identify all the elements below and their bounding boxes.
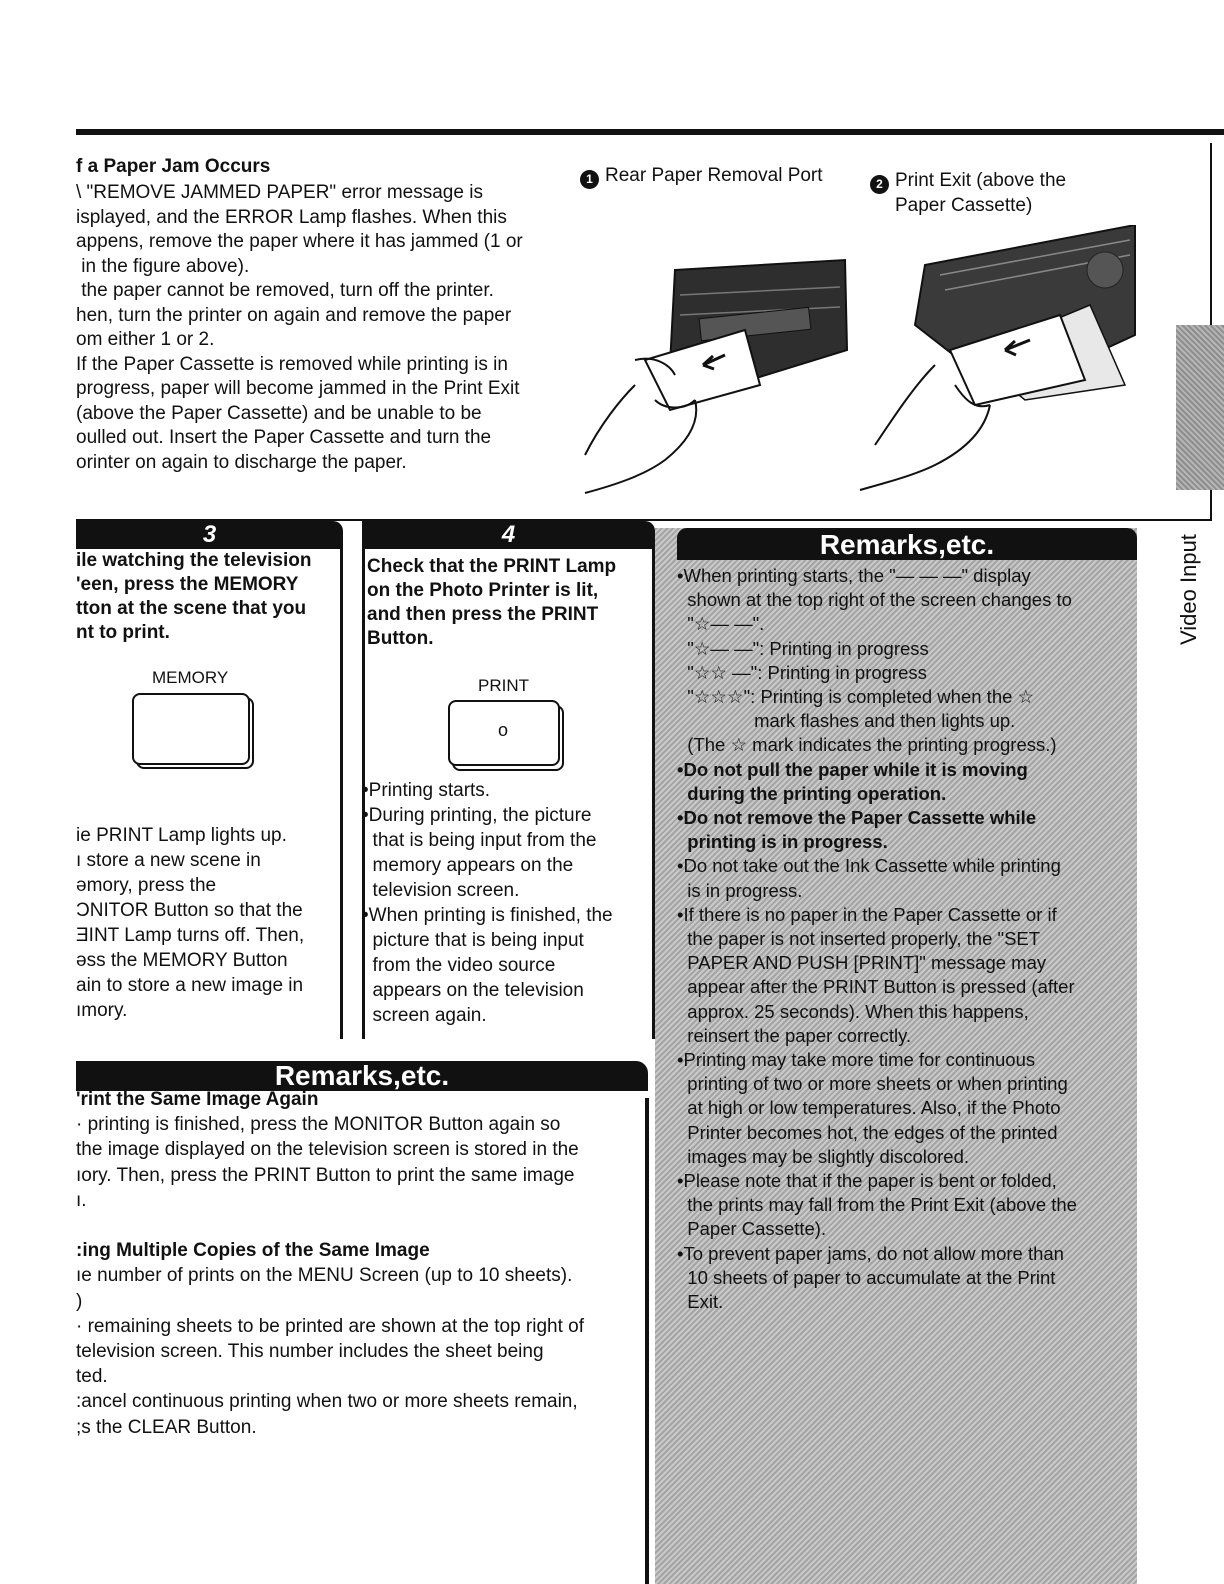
remarks-left-line: 'rint the Same Image Again bbox=[76, 1089, 319, 1110]
step-3-note-line: ain to store a new image in bbox=[76, 975, 304, 996]
side-tab-marker bbox=[1176, 325, 1224, 490]
step-4-header: 4 bbox=[362, 521, 655, 549]
remarks-right-line: •When printing starts, the "— — —" display bbox=[677, 565, 1031, 586]
step-3-note-line: ie PRINT Lamp lights up. bbox=[76, 825, 287, 846]
step-4-instruction-line: Button. bbox=[367, 628, 434, 649]
remarks-right-line: printing is in progress. bbox=[677, 831, 888, 853]
step-3-note-line: ƎINT Lamp turns off. Then, bbox=[76, 925, 305, 946]
remarks-right-line: •Printing may take more time for continuous bbox=[677, 1049, 1036, 1070]
remarks-left-line: television screen. This number includes the sheet being bbox=[76, 1341, 544, 1362]
step-3-note-line: əmory, press the bbox=[76, 875, 217, 896]
remarks-right-line: 10 sheets of paper to accumulate at the Print bbox=[677, 1266, 1056, 1288]
step-3-note-line: ımory. bbox=[76, 1000, 128, 1021]
remarks-right-line: printing of two or more sheets or when printing bbox=[677, 1073, 1068, 1095]
paper-jam-line: hen, turn the printer on again and remove the paper bbox=[76, 304, 512, 326]
remarks-right-line: •Do not take out the Ink Cassette while printing bbox=[677, 855, 1061, 877]
step-4-note-line: memory appears on the bbox=[362, 855, 574, 876]
step-3-note-line: ı store a new scene in bbox=[76, 850, 261, 871]
remarks-right-line: •Please note that if the paper is bent or folded, bbox=[677, 1170, 1057, 1191]
print-button-label: PRINT bbox=[478, 676, 529, 695]
step-3-note-line: ƆNITOR Button so that the bbox=[76, 900, 303, 921]
remarks-right-line: Printer becomes hot, the edges of the printed bbox=[677, 1121, 1058, 1143]
paper-jam-line: orinter on again to discharge the paper. bbox=[76, 451, 407, 473]
step-3-instruction-line: nt to print. bbox=[76, 622, 170, 643]
paper-jam-line: in the figure above). bbox=[76, 255, 250, 277]
remarks-left-line: ı. bbox=[76, 1189, 87, 1211]
callout-number-2: 2 bbox=[870, 175, 889, 194]
step-3-instruction-line: 'een, press the MEMORY bbox=[76, 574, 299, 595]
remarks-right-line: during the printing operation. bbox=[677, 782, 947, 804]
step-4-note-line: appears on the television bbox=[362, 980, 584, 1001]
paper-jam-title: f a Paper Jam Occurs bbox=[76, 156, 271, 177]
remarks-right-line: approx. 25 seconds). When this happens, bbox=[677, 1000, 1029, 1022]
print-exit-illustration bbox=[855, 225, 1140, 505]
paper-jam-line: If the Paper Cassette is removed while printing is in bbox=[76, 353, 508, 375]
step-4-note-line: •When printing is finished, the bbox=[362, 905, 613, 926]
callout-print-exit-label-2: Paper Cassette) bbox=[895, 195, 1033, 216]
remarks-right-line: •Do not remove the Paper Cassette while bbox=[677, 807, 1037, 828]
paper-jam-line: progress, paper will become jammed in the Print Exit bbox=[76, 378, 520, 399]
rear-port-illustration bbox=[575, 225, 875, 500]
paper-jam-line: om either 1 or 2. bbox=[76, 329, 215, 350]
print-lamp-indicator: o bbox=[498, 720, 509, 740]
memory-button[interactable] bbox=[132, 693, 250, 765]
paper-jam-line: appens, remove the paper where it has jammed (1 or bbox=[76, 231, 523, 252]
step-4-note-line: •Printing starts. bbox=[362, 780, 491, 801]
step-4-note-line: screen again. bbox=[362, 1005, 487, 1026]
side-tab-label bbox=[1172, 500, 1212, 650]
remarks-left-line: :ancel continuous printing when two or more sheets remain, bbox=[76, 1391, 578, 1413]
step-4-instruction-line: and then press the PRINT bbox=[367, 604, 599, 625]
remarks-right-line: •Do not pull the paper while it is moving bbox=[677, 758, 1028, 780]
step-4-note-line: television screen. bbox=[362, 880, 520, 901]
remarks-left-line: · printing is finished, press the MONITOR Button again so bbox=[76, 1114, 561, 1136]
side-tab-text: Video Input bbox=[1176, 534, 1201, 645]
step-3-instruction-line: tton at the scene that you bbox=[76, 598, 307, 619]
step-3-header: 3 bbox=[76, 521, 343, 549]
top-rule bbox=[76, 129, 1224, 135]
remarks-right-line: Exit. bbox=[677, 1291, 724, 1312]
paper-jam-line: oulled out. Insert the Paper Cassette and turn the bbox=[76, 427, 492, 448]
remarks-right-line: "☆☆☆": Printing is completed when the ☆ bbox=[677, 686, 1035, 707]
remarks-left-line: :ing Multiple Copies of the Same Image bbox=[76, 1240, 430, 1262]
remarks-left-line: ;s the CLEAR Button. bbox=[76, 1416, 257, 1438]
paper-jam-line: \ "REMOVE JAMMED PAPER" error message is bbox=[76, 182, 483, 203]
remarks-right-line: PAPER AND PUSH [PRINT]" message may bbox=[677, 952, 1047, 974]
callout-rear-port bbox=[580, 164, 823, 189]
callout-rear-port-label: Rear Paper Removal Port bbox=[605, 165, 823, 186]
remarks-right-line: at high or low temperatures. Also, if the Photo bbox=[677, 1097, 1061, 1119]
remarks-left-line: · remaining sheets to be printed are shown at the top right of bbox=[76, 1315, 585, 1337]
memory-button-label: MEMORY bbox=[152, 668, 229, 687]
remarks-right-line: "☆☆ —": Printing in progress bbox=[677, 661, 927, 683]
remarks-right-line: mark flashes and then lights up. bbox=[677, 710, 1016, 732]
step-4-note-line: from the video source bbox=[362, 955, 556, 976]
remarks-left-line: ıory. Then, press the PRINT Button to print the same image bbox=[76, 1164, 575, 1186]
step-4-note-line: picture that is being input bbox=[362, 930, 584, 951]
remarks-left-line: the image displayed on the television screen is stored in the bbox=[76, 1139, 579, 1161]
remarks-left-line: ıe number of prints on the MENU Screen (up to 10 sheets). bbox=[76, 1265, 573, 1287]
print-button[interactable] bbox=[448, 700, 560, 766]
step-3-note-line: əss the MEMORY Button bbox=[76, 950, 288, 971]
remarks-right-line: the prints may fall from the Print Exit (above the bbox=[677, 1194, 1077, 1216]
remarks-right-line: is in progress. bbox=[677, 879, 803, 901]
remarks-right-line: shown at the top right of the screen changes to bbox=[677, 589, 1072, 611]
remarks-right-title: Remarks,etc. bbox=[677, 528, 1137, 560]
remarks-right-line: appear after the PRINT Button is pressed (after bbox=[677, 976, 1075, 998]
callout-print-exit-label: Print Exit (above the bbox=[895, 170, 1067, 191]
remarks-right-line: •To prevent paper jams, do not allow more than bbox=[677, 1242, 1064, 1264]
remarks-left-title: Remarks,etc. bbox=[76, 1061, 648, 1091]
remarks-right-line: •If there is no paper in the Paper Cassette or if bbox=[677, 903, 1057, 925]
remarks-right-line: "☆— —": Printing in progress bbox=[677, 637, 929, 659]
remarks-right-line: "☆— —". bbox=[677, 613, 765, 635]
remarks-right-line: the paper is not inserted properly, the "SET bbox=[677, 928, 1041, 949]
step-3-instruction-line: ile watching the television bbox=[76, 550, 312, 571]
remarks-right-line: images may be slightly discolored. bbox=[677, 1145, 970, 1167]
callout-print-exit bbox=[870, 169, 1066, 194]
step-4-instruction-line: Check that the PRINT Lamp bbox=[367, 556, 617, 577]
step-4-instruction-line: on the Photo Printer is lit, bbox=[367, 580, 599, 601]
paper-jam-line: isplayed, and the ERROR Lamp flashes. When this bbox=[76, 206, 507, 228]
remarks-left-rule bbox=[645, 1098, 649, 1584]
remarks-right-line: reinsert the paper correctly. bbox=[677, 1024, 912, 1046]
remarks-left-line: ted. bbox=[76, 1366, 108, 1388]
remarks-left-line: ) bbox=[76, 1290, 83, 1312]
remarks-right-line: (The ☆ mark indicates the printing progress.) bbox=[677, 734, 1057, 756]
paper-jam-line: (above the Paper Cassette) and be unable to be bbox=[76, 402, 482, 424]
step-4-note-line: that is being input from the bbox=[362, 830, 597, 851]
remarks-right-line: Paper Cassette). bbox=[677, 1218, 827, 1240]
paper-jam-line: the paper cannot be removed, turn off the printer. bbox=[76, 280, 494, 301]
callout-number-1: 1 bbox=[580, 170, 599, 189]
step-4-note-line: •During printing, the picture bbox=[362, 805, 592, 826]
